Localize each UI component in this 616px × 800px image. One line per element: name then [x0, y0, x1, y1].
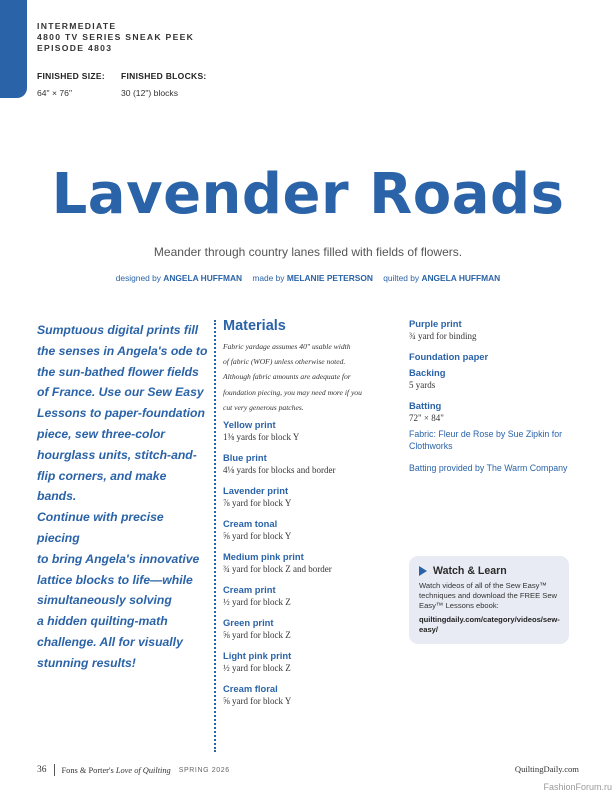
material-item	[409, 400, 599, 424]
material-name: Yellow print	[223, 419, 276, 431]
material-item	[223, 551, 403, 575]
finished-blocks-value: 30 (12") blocks	[121, 88, 179, 98]
intro-line: Lessons to paper-foundation	[37, 406, 205, 421]
footer-separator	[54, 764, 55, 776]
intro-line: flip corners, and make bands.	[37, 468, 167, 504]
material-name: Blue print	[223, 452, 267, 464]
materials-column	[223, 318, 403, 716]
page-title: Lavender Roads	[51, 162, 565, 227]
material-item	[409, 367, 599, 391]
column-divider	[214, 320, 216, 752]
material-amount: ½ yard for block Z	[223, 663, 291, 674]
material-amount: 5 yards	[409, 380, 436, 390]
intro-line: stunning results!	[37, 655, 136, 670]
material-amount: ⅝ yard for block Y	[223, 696, 292, 707]
intro-line: of France. Use our Sew Easy	[37, 385, 204, 400]
materials-heading: Materials	[223, 318, 286, 334]
level-label: INTERMEDIATE	[37, 21, 117, 31]
play-icon	[419, 566, 427, 576]
intro-line: hourglass units, stitch-and-	[37, 447, 197, 462]
material-item	[223, 617, 403, 641]
intro-line: the sun-bathed flower fields	[37, 364, 199, 379]
material-amount: ⅞ yard for block Y	[223, 498, 292, 509]
intro-line: simultaneously solving	[37, 593, 172, 608]
material-item	[409, 318, 599, 342]
material-name: Backing	[409, 367, 446, 378]
page-number: 36	[37, 765, 47, 775]
material-item	[223, 485, 403, 509]
material-amount: ¾ yard for binding	[409, 331, 477, 341]
intro-line: piece, sew three-color	[37, 426, 166, 441]
intro-line: to bring Angela's innovative	[37, 551, 200, 566]
maker-name: MELANIE PETERSON	[286, 273, 373, 283]
intro-line: the senses in Angela's ode to	[37, 343, 208, 358]
material-amount: ⅝ yard for block Y	[223, 531, 292, 542]
material-amount: 4⅛ yards for blocks and border	[223, 465, 336, 476]
material-amount: 72" × 84"	[409, 413, 444, 423]
magazine-name: Fons & Porter's Love of Quilting	[61, 765, 171, 775]
finished-size-label: FINISHED SIZE:	[37, 71, 105, 81]
page-subtitle: Meander through country lanes filled with fields of flowers.	[153, 245, 463, 259]
material-name: Green print	[223, 617, 274, 629]
watch-link[interactable]: quiltingdaily.com/category/videos/sew-easy/	[419, 615, 560, 634]
intro-line: a hidden quilting-math	[37, 614, 168, 629]
watch-heading: Watch & Learn	[419, 565, 560, 577]
finished-blocks-label: FINISHED BLOCKS:	[121, 71, 207, 81]
series-info	[37, 21, 194, 54]
batting-note: Batting provided by The Warm Company	[409, 463, 568, 473]
material-amount: ¾ yard for block Z and border	[223, 564, 332, 575]
episode-label: EPISODE 4803	[37, 43, 113, 53]
material-amount: ½ yard for block Z	[223, 597, 291, 608]
material-name: Cream tonal	[223, 518, 278, 530]
material-item	[223, 683, 403, 707]
material-item	[223, 419, 403, 443]
intro-line: Sumptuous digital prints fill	[37, 323, 199, 337]
finished-size-value: 64" × 76"	[37, 88, 73, 98]
intro-line: lattice blocks to life—while	[37, 572, 193, 587]
material-name: Light pink print	[223, 650, 292, 662]
series-label: 4800 TV SERIES SNEAK PEEK	[37, 32, 195, 42]
materials-note: Fabric yardage assumes 40" usable width of fabric (WOF) unless otherwise noted. Although fabric amounts are adequate for foundation piecing, you may need more if you cut very generous patches.	[223, 342, 362, 412]
material-amount: ⅝ yard for block Z	[223, 630, 291, 641]
material-name: Cream floral	[223, 683, 278, 695]
designer-credit: designed by ANGELA HUFFMAN	[115, 273, 243, 283]
material-name: Purple print	[409, 318, 462, 329]
intro-line: challenge. All for visually	[37, 634, 183, 649]
material-amount: 1⅜ yards for block Y	[223, 432, 300, 443]
material-item	[223, 650, 403, 674]
quilter-credit: quilted by ANGELA HUFFMAN	[383, 273, 501, 283]
material-name: Foundation paper	[409, 351, 489, 362]
watch-text: Watch videos of all of the Sew Easy™ techniques and download the FREE Sew Easy™ Lessons ebook:	[419, 581, 558, 610]
designer-name: ANGELA HUFFMAN	[163, 273, 243, 283]
maker-credit: made by MELANIE PETERSON	[252, 273, 373, 283]
issue-label: SPRING 2026	[178, 766, 230, 774]
material-item	[223, 584, 403, 608]
material-name: Cream print	[223, 584, 276, 596]
footer-site[interactable]: QuiltingDaily.com	[514, 764, 579, 774]
material-item	[409, 351, 599, 363]
finished-size	[37, 71, 105, 99]
section-tab	[0, 0, 27, 98]
finished-blocks	[121, 71, 207, 99]
quilter-name: ANGELA HUFFMAN	[421, 273, 501, 283]
material-name: Batting	[409, 400, 442, 411]
intro-text	[37, 320, 209, 674]
fabric-note: Fabric: Fleur de Rose by Sue Zipkin for Clothworks	[409, 429, 563, 451]
footer-left	[37, 764, 230, 776]
watermark: FashionForum.ru	[543, 782, 612, 792]
credits	[0, 273, 616, 283]
material-name: Medium pink print	[223, 551, 304, 563]
materials-column-right	[409, 318, 599, 484]
intro-line: Continue with precise piecing	[37, 510, 164, 545]
material-item	[223, 452, 403, 476]
material-name: Lavender print	[223, 485, 289, 497]
watch-learn-callout	[409, 556, 569, 644]
material-item	[223, 518, 403, 542]
